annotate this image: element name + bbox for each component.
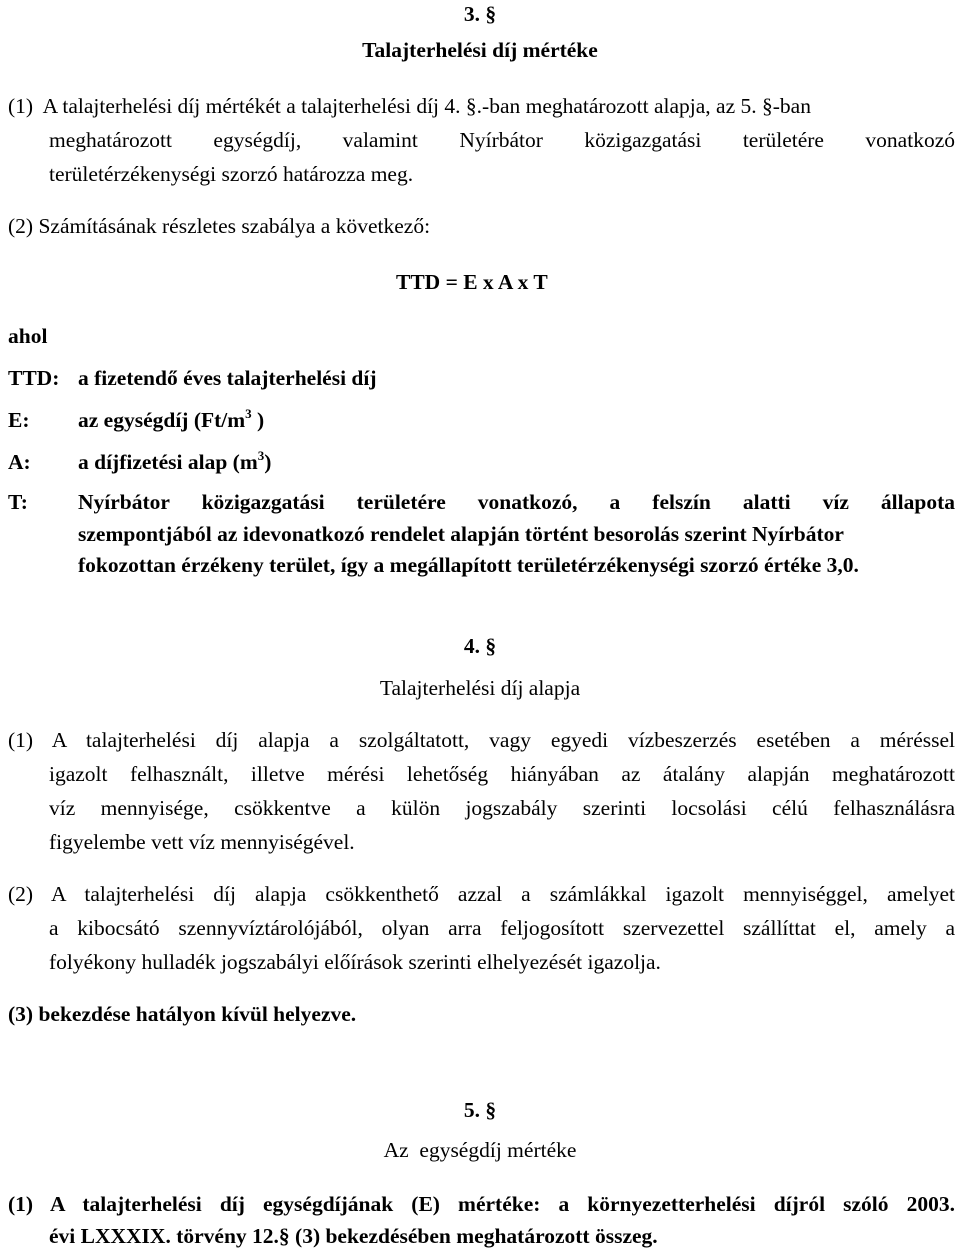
section-4-number: 4. § bbox=[463, 634, 497, 658]
ttd-label: TTD: bbox=[8, 366, 60, 390]
formula: TTD = E x A x T bbox=[396, 270, 548, 294]
t-definition-line-2: szempontjából az idevonatkozó rendelet alapján történt besorolás szerint Nyírbátor bbox=[78, 522, 844, 546]
paragraph-line-text: (1) A talajterhelési díj mértékét a talajterhelési díj 4. §.-ban meghatározott alapja, az 5. §-ban bbox=[8, 94, 811, 118]
section-5-paragraph-1-line-2: évi LXXXIX. törvény 12.§ (3) bekezdésében meghatározott összeg. bbox=[49, 1224, 658, 1248]
section-4-paragraph-1-line-4: figyelembe vett víz mennyiségével. bbox=[49, 830, 355, 854]
section-5-paragraph-1-line-1: (1) A talajterhelési díj egységdíjának (E) mértéke: a környezetterhelési díjról szóló 2003. bbox=[8, 1192, 955, 1216]
section-4-paragraph-1-line-2: igazolt felhasznált, illetve mérési lehetőség hiányában az átalány alapján meghatározott bbox=[49, 762, 955, 786]
section-4-paragraph-1-line-3: víz mennyisége, csökkentve a külön jogszabály szerinti locsolási célú felhasználásra bbox=[49, 796, 955, 820]
ttd-definition: a fizetendő éves talajterhelési díj bbox=[78, 366, 377, 390]
e-definition-text: az egységdíj (Ft/m bbox=[78, 408, 246, 432]
section-4-paragraph-3: (3) bekezdése hatályon kívül helyezve. bbox=[8, 1002, 357, 1026]
e-label: E: bbox=[8, 408, 30, 432]
section-5-title: Az egységdíj mértéke bbox=[383, 1138, 577, 1162]
t-label: T: bbox=[8, 490, 28, 514]
section-4-paragraph-2-line-2: a kibocsátó szennyvíztárolójából, olyan arra feljogosított szervezettel szállíttat el, amely a bbox=[49, 916, 955, 940]
t-definition-line-3: fokozottan érzékeny terület, így a megállapított területérzékenységi szorzó értéke 3,0. bbox=[78, 553, 859, 577]
section-5-number: 5. § bbox=[463, 1098, 497, 1122]
a-definition bbox=[78, 448, 272, 474]
e-definition-close: ) bbox=[251, 408, 265, 432]
section-3-paragraph-1-line-2: meghatározott egységdíj, valamint Nyírbátor közigazgatási területére vonatkozó bbox=[49, 128, 955, 152]
section-4-paragraph-2-line-1: (2) A talajterhelési díj alapja csökkenthető azzal a számlákkal igazolt mennyiséggel, amelyet bbox=[8, 882, 955, 906]
section-3-paragraph-2: (2) Számításának részletes szabálya a következő: bbox=[8, 214, 431, 238]
ahol-label: ahol bbox=[8, 324, 48, 348]
a-label: A: bbox=[8, 450, 31, 474]
a-superscript: 3 bbox=[257, 448, 265, 463]
section-4-paragraph-2-line-3: folyékony hulladék jogszabályi előírások szerinti elhelyezését igazolja. bbox=[49, 950, 661, 974]
section-3-title: Talajterhelési díj mértéke bbox=[362, 38, 598, 62]
section-3-number: 3. § bbox=[463, 2, 497, 26]
section-4-paragraph-1-line-1: (1) A talajterhelési díj alapja a szolgáltatott, vagy egyedi vízbeszerzés esetében a méréssel bbox=[8, 728, 955, 752]
e-superscript: 3 bbox=[245, 406, 252, 421]
section-3-paragraph-1-line-1 bbox=[8, 96, 955, 118]
section-3-paragraph-1-line-3: területérzékenységi szorzó határozza meg. bbox=[49, 162, 414, 186]
a-definition-text: a díjfizetési alap (m bbox=[78, 450, 258, 474]
a-definition-close: ) bbox=[264, 450, 272, 474]
e-definition bbox=[78, 406, 265, 432]
t-definition-line-1: Nyírbátor közigazgatási területére vonatkozó, a felszín alatti víz állapota bbox=[78, 490, 955, 514]
section-4-title: Talajterhelési díj alapja bbox=[379, 676, 581, 700]
